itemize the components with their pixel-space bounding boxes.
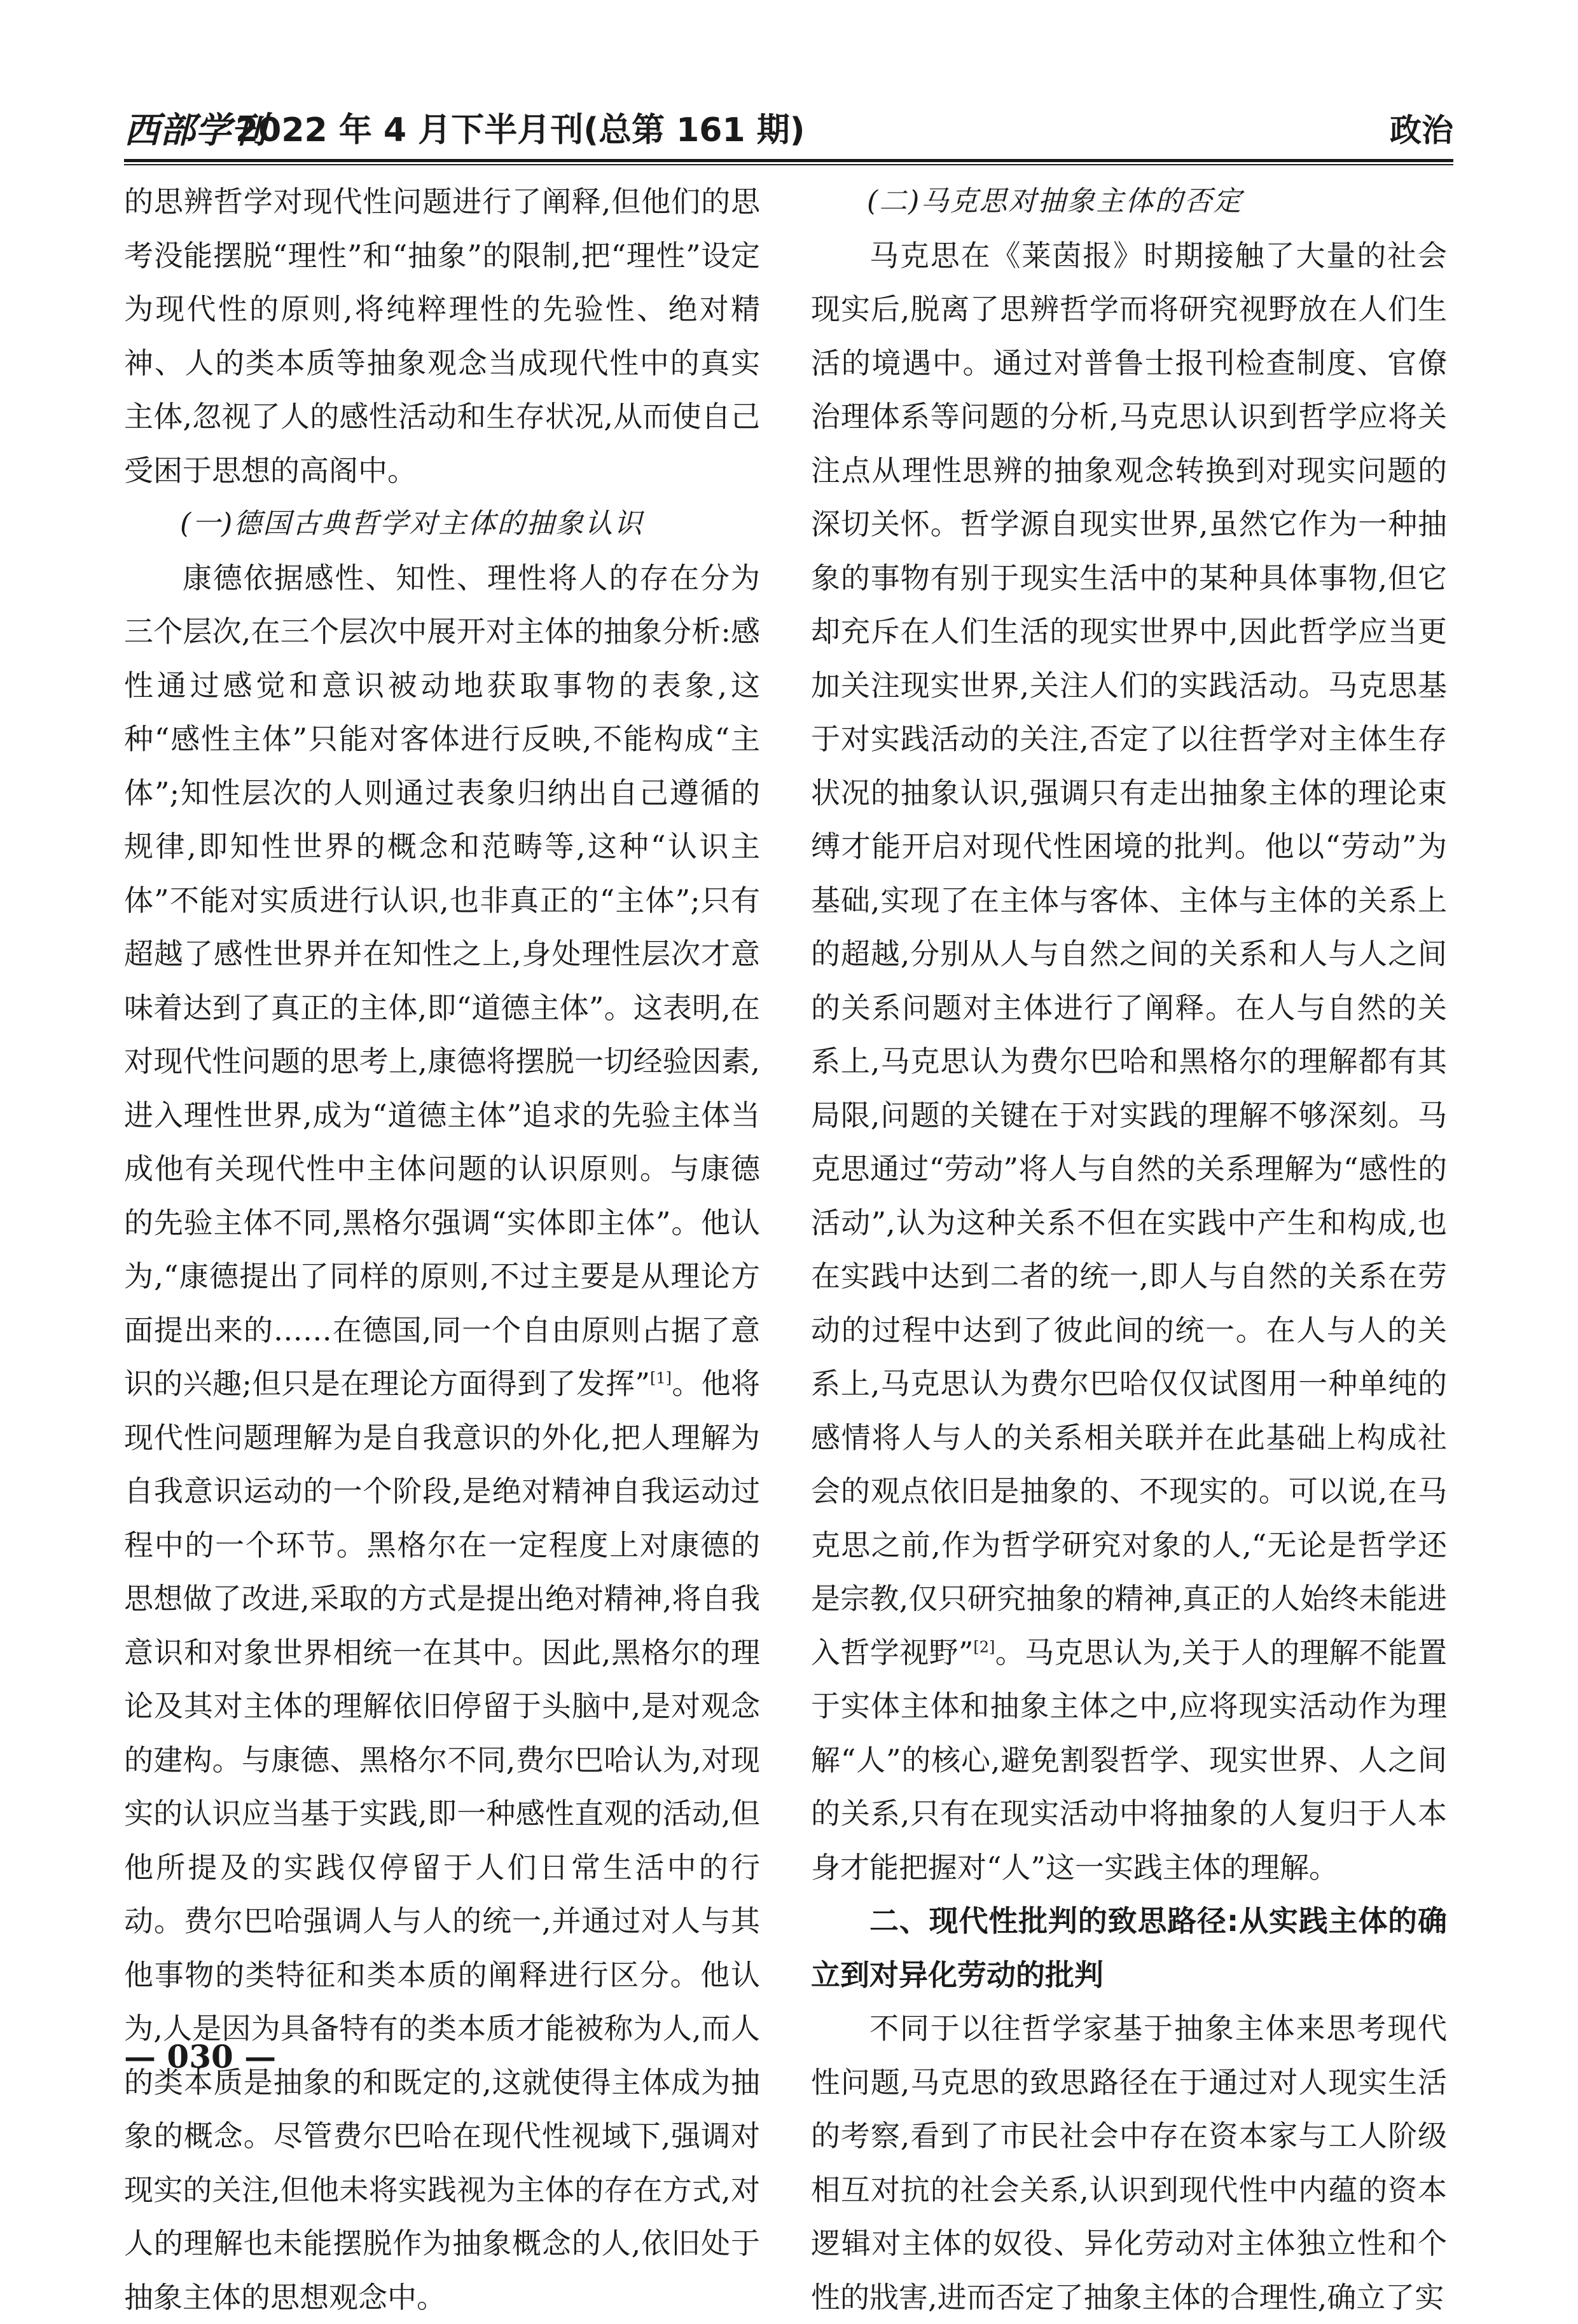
header-rule-thin [124, 164, 1453, 165]
page-number: — 030 — [124, 2038, 276, 2075]
section-label: 政治 [1390, 108, 1453, 153]
subsection-heading: (一)德国古典哲学对主体的抽象认识 [124, 497, 760, 551]
left-column [124, 175, 760, 2324]
subsection-heading: (二)马克思对抽象主体的否定 [811, 175, 1447, 229]
paragraph-text: 康德依据感性、知性、理性将人的存在分为三个层次,在三个层次中展开对主体的抽象分析:感性通过感觉和意识被动地获取事物的表象,这种“感性主体”只能对客体进行反映,不能构成“主体”;知性层次的人则通过表象归纳出自己遵循的规律,即知性世界的概念和范畴等,这种“认识主体”不能对实质进行认识,也非真正的“主体”;只有超越了感性世界并在知性之上,身处理性层次才意味着达到了真正的主体,即“道德主体”。这表明,在对现代性问题的思考上,康德将摆脱一切经验因素,进入理性世界,成为“道德主体”追求的先验主体当成他有关现代性中主体问题的认识原则。与康德的先验主体不同,黑格尔强调“实体即主体”。他认为,“康德提出了同样的原则,不过主要是从理论方面提出来的……在德国,同一个自由原则占据了意识的兴趣;但只是在理论方面得到了发挥” [124, 561, 760, 1401]
citation-ref: [1] [650, 1370, 672, 1387]
paragraph-text: 。他将现代性问题理解为是自我意识的外化,把人理解为自我意识运动的一个阶段,是绝对精神自我运动过程中的一个环节。黑格尔在一定程度上对康德的思想做了改进,采取的方式是提出绝对精神,将自我意识和对象世界相统一在其中。因此,黑格尔的理论及其对主体的理解依旧停留于头脑中,是对观念的建构。与康德、黑格尔不同,费尔巴哈认为,对现实的认识应当基于实践,即一种感性直观的活动,但他所提及的实践仅停留于人们日常生活中的行动。费尔巴哈强调人与人的统一,并通过对人与其他事物的类特征和类本质的阐释进行区分。他认为,人是因为具备特有的类本质才能被称为人,而人的类本质是抽象的和既定的,这就使得主体成为抽象的概念。尽管费尔巴哈在现代性视域下,强调对现实的关注,但他未将实践视为主体的存在方式,对人的理解也未能摆脱作为抽象概念的人,依旧处于抽象主体的思想观念中。 [124, 1366, 760, 2314]
section-heading: 二、现代性批判的致思路径:从实践主体的确立到对异化劳动的批判 [811, 1894, 1447, 2002]
page-header [124, 108, 1453, 153]
paragraph: 的思辨哲学对现代性问题进行了阐释,但他们的思考没能摆脱“理性”和“抽象”的限制,把“理性”设定为现代性的原则,将纯粹理性的先验性、绝对精神、人的类本质等抽象观念当成现代性中的真实主体,忽视了人的感性活动和生存状况,从而使自己受困于思想的高阁中。 [124, 175, 760, 497]
journal-logo: 西部学刊 [124, 108, 266, 153]
paragraph-text: 马克思在《莱茵报》时期接触了大量的社会现实后,脱离了思辨哲学而将研究视野放在人们生活的境遇中。通过对普鲁士报刊检查制度、官僚治理体系等问题的分析,马克思认识到哲学应将关注点从理性思辨的抽象观念转换到对现实问题的深切关怀。哲学源自现实世界,虽然它作为一种抽象的事物有别于现实生活中的某种具体事物,但它却充斥在人们生活的现实世界中,因此哲学应当更加关注现实世界,关注人们的实践活动。马克思基于对实践活动的关注,否定了以往哲学对主体生存状况的抽象认识,强调只有走出抽象主体的理论束缚才能开启对现代性困境的批判。他以“劳动”为基础,实现了在主体与客体、主体与主体的关系上的超越,分别从人与自然之间的关系和人与人之间的关系问题对主体进行了阐释。在人与自然的关系上,马克思认为费尔巴哈和黑格尔的理解都有其局限,问题的关键在于对实践的理解不够深刻。马克思通过“劳动”将人与自然的关系理解为“感性的活动”,认为这种关系不但在实践中产生和构成,也在实践中达到二者的统一,即人与自然的关系在劳动的过程中达到了彼此间的统一。在人与人的关系上,马克思认为费尔巴哈仅仅试图用一种单纯的感情将人与人的关系相关联并在此基础上构成社会的观点依旧是抽象的、不现实的。可以说,在马克思之前,作为哲学研究对象的人,“无论是哲学还是宗教,仅只研究抽象的精神,真正的人始终未能进入哲学视野” [811, 238, 1447, 1670]
citation-ref: [2] [973, 1638, 995, 1656]
issue-info: 2022 年 4 月下半月刊(总第 161 期) [235, 108, 805, 153]
paragraph-text: 。马克思认为,关于人的理解不能置于实体主体和抽象主体之中,应将现实活动作为理解“人”的核心,避免割裂哲学、现实世界、人之间的关系,只有在现实活动中将抽象的人复归于人本身才能把握对“人”这一实践主体的理解。 [811, 1635, 1447, 1885]
header-rule [124, 159, 1453, 162]
paragraph: 不同于以往哲学家基于抽象主体来思考现代性问题,马克思的致思路径在于通过对人现实生活的考察,看到了市民社会中存在资本家与工人阶级相互对抗的社会关系,认识到现代性中内蕴的资本逻辑对主体的奴役、异化劳动对主体独立性和个性的戕害,进而否定了抽象主体的合理性,确立了实 [811, 2002, 1447, 2324]
paragraph [811, 229, 1447, 1895]
right-column [811, 175, 1447, 2324]
